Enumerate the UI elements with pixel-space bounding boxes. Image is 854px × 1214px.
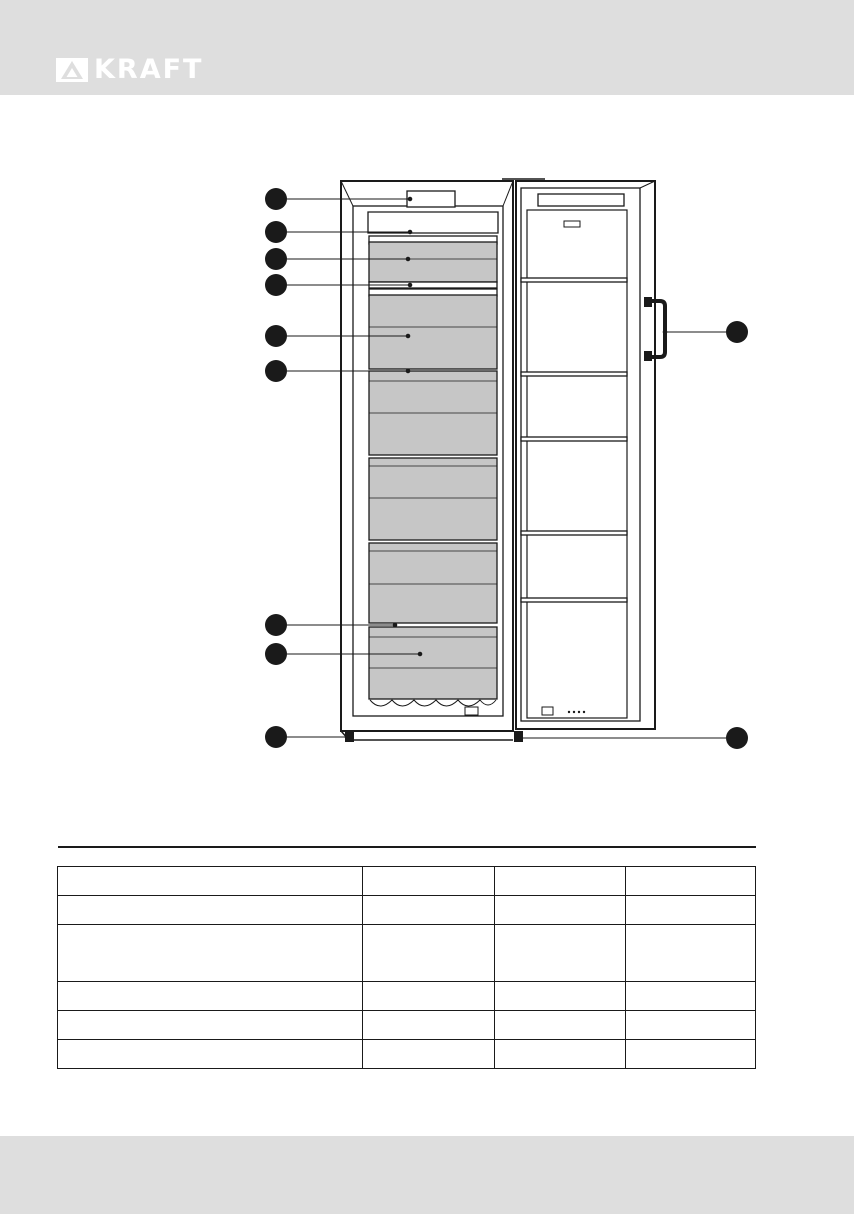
table-row <box>58 867 756 896</box>
spec-table <box>57 866 756 1069</box>
table-cell <box>58 925 363 982</box>
table-cell <box>495 896 626 925</box>
door-indicator <box>542 707 553 715</box>
table-cell <box>626 925 756 982</box>
table-cell <box>626 867 756 896</box>
table-cell <box>495 1011 626 1040</box>
table-cell <box>495 1040 626 1069</box>
table-row <box>58 982 756 1011</box>
callout-marker <box>265 614 287 636</box>
table-cell <box>363 1040 495 1069</box>
table-row <box>58 1011 756 1040</box>
table-cell <box>626 1040 756 1069</box>
table-cell <box>495 867 626 896</box>
callout-marker <box>265 248 287 270</box>
table-cell <box>58 1011 363 1040</box>
brand-name: KRAFT <box>94 54 204 85</box>
callout-marker <box>265 325 287 347</box>
bottom-button <box>465 707 478 715</box>
light-cover <box>368 212 498 233</box>
door-dots <box>568 711 585 713</box>
table-cell <box>363 896 495 925</box>
callout-marker <box>265 726 287 748</box>
table-cell <box>58 896 363 925</box>
table-cell <box>626 1011 756 1040</box>
callout-marker <box>265 188 287 210</box>
door-label <box>564 221 580 227</box>
table-cell <box>495 925 626 982</box>
table-cell <box>58 982 363 1011</box>
callout-marker <box>265 360 287 382</box>
table-row <box>58 1040 756 1069</box>
table-cell <box>495 982 626 1011</box>
table-cell <box>58 1040 363 1069</box>
table-cell <box>626 982 756 1011</box>
door-shelves <box>521 278 627 602</box>
table-cell <box>626 896 756 925</box>
table-cell <box>363 1011 495 1040</box>
callout-markers <box>265 188 748 749</box>
table-cell <box>363 867 495 896</box>
callout-marker <box>265 643 287 665</box>
freezer-door <box>502 179 655 729</box>
callout-marker <box>726 321 748 343</box>
bottom-grille <box>370 700 496 706</box>
table-row <box>58 925 756 982</box>
table-cell <box>363 925 495 982</box>
callout-marker <box>265 274 287 296</box>
drawers <box>369 236 497 699</box>
table-cell <box>58 867 363 896</box>
table-row <box>58 896 756 925</box>
callout-marker <box>726 727 748 749</box>
callout-marker <box>265 221 287 243</box>
control-panel <box>407 191 455 207</box>
table-cell <box>363 982 495 1011</box>
footer-band <box>0 1136 854 1214</box>
section-divider <box>58 846 756 848</box>
